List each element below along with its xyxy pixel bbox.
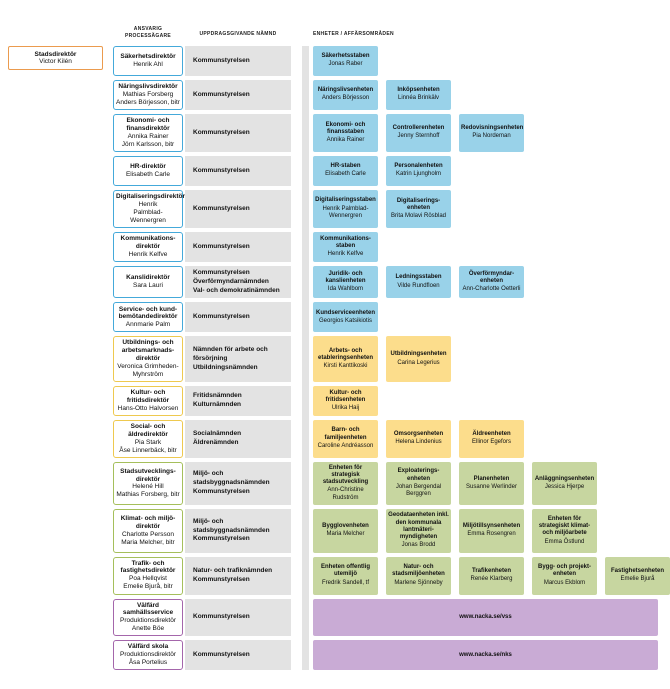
org-row-13 [113, 509, 670, 552]
director-box [113, 190, 183, 228]
namnd-label: Val- och demokratinämnden [193, 286, 280, 294]
unit-name: Miljötillsynsenheten [462, 523, 521, 530]
unit-box [386, 462, 451, 506]
vertical-divider [302, 46, 309, 670]
director-person: Annmarie Palm [125, 321, 171, 329]
link-box[interactable] [313, 599, 658, 637]
org-row-14 [113, 557, 670, 595]
org-row-1 [113, 46, 670, 76]
director-box [113, 302, 183, 332]
namnd-label: Kommunstyrelsen [193, 575, 250, 583]
unit-box [459, 114, 524, 152]
director-person: Poa Hellqvist [129, 575, 167, 583]
namnd-label: Kommunstyrelsen [193, 312, 250, 320]
director-person: Henrik [138, 200, 158, 208]
unit-person: Renée Klarberg [470, 575, 513, 582]
unit-person: Henrik Palmblad-Wennergren [322, 205, 369, 220]
unit-person: Vilde Rundfloen [397, 282, 440, 289]
unit-name: Barn- och familjeenheten [324, 427, 367, 441]
unit-row [313, 386, 670, 416]
unit-box [313, 386, 378, 416]
namnd-label: Kommunstyrelsen [193, 535, 250, 543]
unit-name: Överförmyndar- enheten [468, 270, 515, 284]
unit-row [313, 156, 670, 186]
director-title: Kommunikations- direktör [120, 235, 176, 250]
director-person: Anders Börjesson, bitr [116, 98, 180, 106]
unit-row [313, 336, 670, 382]
namnd-label: Kommunstyrelsen [193, 269, 250, 277]
director-person: Sara Lauri [133, 282, 163, 290]
unit-person: Linnéa Brinkälv [397, 95, 440, 102]
org-row-11 [113, 420, 670, 458]
director-box [113, 156, 183, 186]
namnd-label: Fritidsnämnden [193, 392, 242, 400]
director-person: Mathias Forsberg, bitr [116, 491, 180, 499]
namnd-label: Utbildningsnämnden [193, 363, 258, 371]
unit-person: Ellinor Egefors [471, 439, 512, 446]
director-box [113, 420, 183, 458]
director-person: Emelie Bjurå, bitr [123, 583, 173, 591]
unit-name: Kundserviceenheten [315, 309, 376, 316]
org-row-8 [113, 302, 670, 332]
director-box [113, 509, 183, 552]
unit-box [459, 557, 524, 595]
unit-person: Katrin Ljungholm [395, 171, 442, 178]
director-person: Henrik Ahl [133, 60, 163, 68]
director-person: Produktionsdirektör [120, 617, 176, 625]
unit-name: Inköpsenheten [397, 87, 440, 94]
director-person: Palmblad-Wennergren [130, 208, 166, 224]
unit-name: Ekonomi- och finansstaben [325, 121, 366, 135]
namnd-cell [185, 190, 291, 228]
unit-person: Henrik Kelfve [327, 251, 364, 257]
unit-box [386, 336, 451, 382]
director-title: Kultur- och fritidsdirektör [126, 389, 170, 404]
unit-box [313, 232, 378, 262]
namnd-label: Kommunstyrelsen [193, 90, 250, 98]
unit-row [313, 509, 670, 552]
unit-box [459, 462, 524, 506]
director-person: Produktionsdirektör [120, 651, 176, 659]
namnd-label: Kommunstyrelsen [193, 488, 250, 495]
director-person: Pia Stark [134, 438, 162, 446]
org-row-6 [113, 232, 670, 262]
unit-box [313, 557, 378, 595]
namnd-cell [185, 420, 291, 458]
unit-box [313, 156, 378, 186]
unit-person: Maria Melcher [326, 531, 365, 538]
column-header-namnd: UPPDRAGSGIVANDE NÄMND [199, 31, 277, 37]
unit-person: Ann-Charlotte Oetterli [462, 286, 521, 293]
namnd-cell [185, 509, 291, 552]
unit-row [313, 462, 670, 506]
unit-box [459, 509, 524, 552]
unit-name: Geodataenheten inkl. den kommunala lantmäteri- myndigheten [388, 512, 449, 540]
director-person: Charlotte Persson [121, 530, 175, 538]
unit-name: Kultur- och fritidsenheten [325, 389, 366, 403]
unit-box [459, 266, 524, 298]
unit-box [313, 462, 378, 506]
unit-box [532, 462, 597, 506]
director-person: Annika Rainer [127, 132, 169, 140]
namnd-label: Miljö- och stadsbyggnadsnämnden [193, 517, 270, 534]
unit-name: Exploaterings- enheten [397, 468, 440, 482]
unit-row [313, 557, 670, 595]
unit-box [313, 302, 378, 332]
namnd-label: Socialnämnden [193, 430, 242, 438]
org-row-15 [113, 599, 670, 637]
director-title: Näringslivsdirektör [118, 83, 178, 90]
unit-person: Emma Rosengren [467, 531, 516, 538]
namnd-cell [185, 114, 291, 152]
director-box [113, 462, 183, 506]
unit-name: Trafikenheten [471, 567, 511, 574]
unit-box [313, 190, 378, 228]
stadsdirektor-title: Stadsdirektör [34, 51, 77, 58]
unit-box [386, 190, 451, 228]
namnd-cell [185, 266, 291, 298]
director-person: Myhrström [132, 370, 164, 378]
unit-row [313, 232, 670, 262]
unit-person: Johan Bergendal Berggren [395, 483, 442, 498]
director-box [113, 232, 183, 262]
unit-person: Elisabeth Carle [325, 171, 366, 178]
unit-name: Bygglovenheten [322, 523, 369, 530]
unit-name: Digitaliseringsstaben [315, 197, 376, 204]
director-title: Trafik- och fastighetsdirektör [120, 559, 176, 575]
unit-row [313, 190, 670, 228]
stadsdirektor-name: Victor Kilén [39, 58, 72, 65]
namnd-label: Kommunstyrelsen [193, 650, 250, 658]
director-box [113, 336, 183, 382]
unit-person: Ann-Christine Rudström [327, 487, 364, 501]
unit-person: Ulrika Haij [331, 404, 360, 411]
unit-box [313, 509, 378, 552]
unit-row [313, 302, 670, 332]
director-person: Henrik Kelfve [128, 250, 168, 258]
director-title: Ekonomi- och finansdirektör [126, 117, 170, 132]
unit-row [313, 420, 670, 458]
director-title: Säkerhetsdirektör [120, 53, 176, 61]
unit-name: HR-staben [330, 163, 361, 170]
director-person: Åsa Portelius [128, 659, 168, 667]
unit-name: Äldreenheten [472, 431, 511, 438]
org-row-9 [113, 336, 670, 382]
org-row-10 [113, 386, 670, 416]
unit-person: Caroline Andréasson [317, 442, 374, 449]
unit-name: Ledningsstaben [395, 274, 442, 281]
unit-box [313, 336, 378, 382]
unit-name: Natur- och stadsmiljöenheten [392, 564, 445, 578]
director-title: Kanslidirektör [126, 274, 170, 282]
director-person: Jörn Karlsson, bitr [121, 140, 175, 148]
unit-name: Näringslivsenheten [317, 87, 374, 94]
org-rows [113, 46, 670, 670]
org-row-12 [113, 462, 670, 506]
unit-name: Personalenheten [394, 163, 443, 170]
unit-name: Anläggningsenheten [534, 475, 595, 482]
director-box [113, 640, 183, 670]
namnd-label: Kommunstyrelsen [193, 242, 250, 250]
unit-name: Säkerhetsstaben [321, 53, 370, 60]
namnd-label: Kommunstyrelsen [193, 613, 250, 621]
unit-name: Bygg- och projekt- enheten [537, 564, 591, 578]
namnd-cell [185, 336, 291, 382]
unit-box [313, 80, 378, 110]
namnd-label: Överförmyndarnämnden [193, 277, 269, 285]
unit-box [605, 557, 670, 595]
director-person: Helené Hill [132, 483, 164, 491]
director-title: HR-direktör [130, 162, 166, 170]
director-box [113, 599, 183, 637]
namnd-cell [185, 386, 291, 416]
unit-person: Emma Östlund [544, 538, 585, 545]
unit-box [386, 266, 451, 298]
link-box[interactable] [313, 640, 658, 670]
column-header-process-owner: ANSVARIG PROCESSÄGARE [124, 26, 172, 39]
namnd-label: Kommunstyrelsen [193, 128, 250, 136]
director-box [113, 557, 183, 595]
unit-name: Enheten för strategiskt klimat- och miljöarbete [538, 516, 591, 537]
unit-person: Brita Molavi Rösblad [390, 212, 447, 219]
namnd-cell [185, 80, 291, 110]
director-person: Elisabeth Carle [125, 170, 171, 178]
unit-row [313, 80, 670, 110]
unit-name: Enheten för strategisk stadsutveckling [322, 464, 369, 486]
director-title: Stadsutvecklings- direktör [120, 467, 176, 483]
director-title: Utbildnings- och arbetsmarknads- direktör [121, 339, 175, 362]
namnd-cell [185, 640, 291, 670]
unit-name: Redovisningsenheten [461, 125, 524, 132]
unit-person: Carina Legerius [397, 359, 440, 366]
org-row-16 [113, 640, 670, 670]
unit-person: Helena Lindenius [395, 439, 442, 446]
stadsdirektor-box [8, 46, 103, 70]
org-row-2 [113, 80, 670, 110]
org-row-3 [113, 114, 670, 152]
namnd-cell [185, 302, 291, 332]
unit-box [532, 557, 597, 595]
unit-name: Fastighetsenheten [610, 567, 664, 574]
unit-box [386, 156, 451, 186]
unit-name: Juridik- och kanslienheten [325, 270, 366, 284]
unit-box [313, 46, 378, 76]
unit-person: Ida Wahlbom [327, 286, 364, 293]
unit-person: Jonas Raber [328, 61, 363, 68]
unit-person: Kirsti Kanttikoski [323, 363, 368, 370]
director-box [113, 80, 183, 110]
director-title: Social- och äldredirektör [128, 423, 168, 438]
org-row-7 [113, 266, 670, 298]
unit-person: Jenny Sternhoff [397, 133, 440, 140]
director-title: Välfärd samhällsservice [122, 601, 174, 617]
unit-person: Fredrik Sandell, tf [321, 579, 370, 586]
column-header-units: ENHETER / AFFÄRSOMRÅDEN [313, 31, 394, 37]
namnd-label: Miljö- och stadsbyggnadsnämnden [193, 470, 270, 487]
namnd-cell [185, 557, 291, 595]
unit-name: Enheten offentlig utemiljö [321, 564, 370, 578]
namnd-cell [185, 599, 291, 637]
unit-person: Georgios Katsikiotis [318, 317, 373, 324]
unit-box [386, 509, 451, 552]
unit-person: Anders Börjesson [321, 95, 370, 102]
unit-box [386, 80, 451, 110]
director-person: Åse Linnerbäck, bitr [119, 446, 177, 454]
unit-person: Susanne Werlinder [466, 483, 517, 490]
unit-name: Utbildningsenheten [390, 351, 447, 358]
unit-name: Arbets- och etableringsenheten [317, 347, 373, 361]
unit-person: Emelie Bjurå [620, 575, 655, 582]
director-person: Mathias Forsberg [122, 90, 174, 98]
director-box [113, 46, 183, 76]
namnd-cell [185, 462, 291, 506]
director-person: Hans-Otto Halvorsen [117, 404, 179, 412]
director-title: Digitaliseringsdirektör [116, 192, 185, 200]
director-person: Maria Melcher, bitr [121, 538, 175, 546]
director-box [113, 386, 183, 416]
director-box [113, 114, 183, 152]
unit-person: Jessica Hjerpe [544, 483, 585, 490]
unit-box [386, 420, 451, 458]
link-url: www.nacka.se/vss [459, 613, 512, 620]
unit-row [313, 266, 670, 298]
unit-box [313, 114, 378, 152]
org-row-4 [113, 156, 670, 186]
namnd-label: Nämnden för arbete och försörjning [193, 346, 268, 362]
unit-name: Digitaliserings- enheten [396, 197, 441, 211]
unit-name: Omsorgsenheten [393, 431, 444, 438]
namnd-label: Kommunstyrelsen [193, 166, 250, 174]
link-url: www.nacka.se/nks [459, 651, 512, 658]
namnd-cell [185, 156, 291, 186]
unit-box [459, 420, 524, 458]
namnd-cell [185, 232, 291, 262]
unit-box [313, 266, 378, 298]
namnd-label: Kommunstyrelsen [193, 56, 250, 64]
unit-box [532, 509, 597, 552]
unit-row [313, 114, 670, 152]
unit-box [386, 557, 451, 595]
namnd-label: Kommunstyrelsen [193, 204, 250, 212]
director-person: Veronica Grimheden- [117, 362, 179, 370]
director-person: Anette Böe [131, 625, 165, 633]
unit-name: Kommunikations- staben [320, 235, 371, 249]
namnd-label: Natur- och trafiknämnden [193, 566, 273, 574]
unit-person: Pia Nordeman [472, 133, 511, 140]
unit-person: Marcus Ekblom [543, 579, 586, 586]
unit-row [313, 640, 670, 670]
unit-row [313, 599, 670, 637]
unit-row [313, 46, 670, 76]
unit-name: Planenheten [473, 475, 510, 482]
director-title: Klimat- och miljö- direktör [120, 515, 176, 530]
unit-person: Marlene Sjönneby [394, 579, 443, 586]
namnd-cell [185, 46, 291, 76]
unit-box [386, 114, 451, 152]
unit-box [313, 420, 378, 458]
unit-person: Jonas Brodd [401, 542, 436, 549]
namnd-label: Äldrenämnden [193, 438, 239, 446]
org-row-5 [113, 190, 670, 228]
director-title: Service- och kund- bemötandedirektör [118, 305, 178, 321]
director-box [113, 266, 183, 298]
unit-name: Controllerenheten [392, 125, 445, 132]
director-title: Välfärd skola [127, 643, 169, 651]
unit-person: Annika Rainer [326, 136, 365, 143]
namnd-label: Kulturnämnden [193, 401, 242, 408]
